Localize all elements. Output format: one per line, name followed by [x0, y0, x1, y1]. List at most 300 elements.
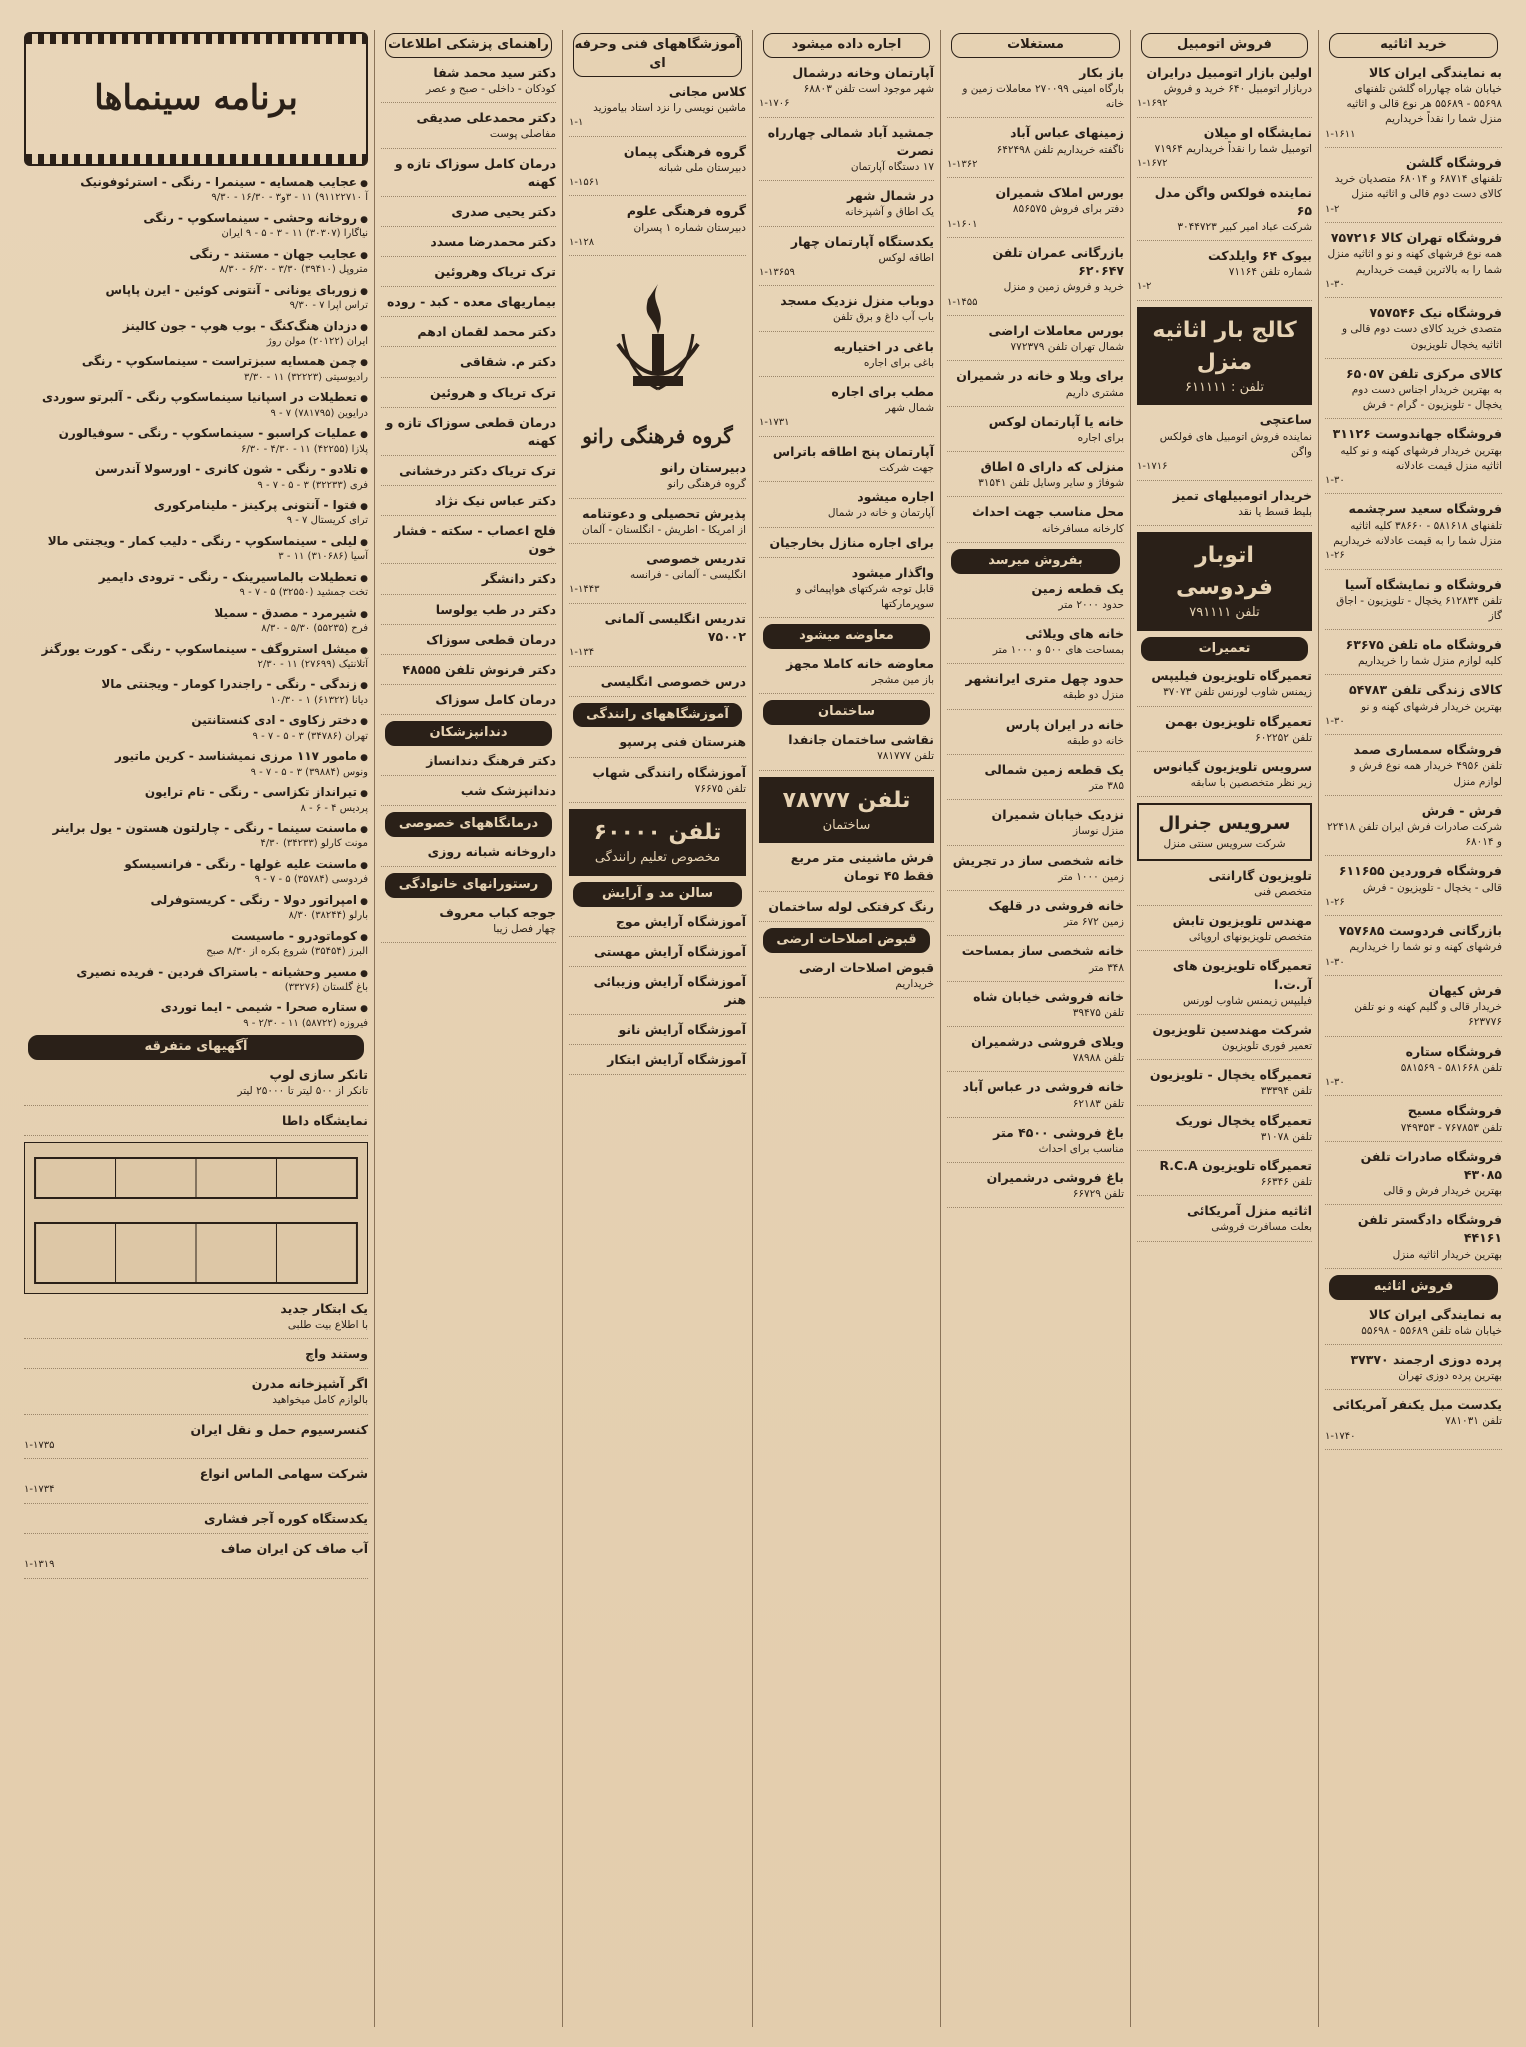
- ad-body: خرید و فروش زمین و منزل: [1003, 281, 1124, 294]
- ad-body: خیابان شاه تلفن ۵۵۶۸۹ - ۵۵۶۹۸: [1361, 1324, 1502, 1337]
- ad-body: شمال شهر: [885, 402, 934, 415]
- ad-body: تلفن ۳۱۰۷۸: [1260, 1130, 1312, 1143]
- ad-body: بارگاه امینی ۲۷۰۰۹۹ معاملات زمین و خانه: [962, 82, 1124, 111]
- ad-body: دفتر برای فروش ۸۵۶۵۷۵: [1012, 203, 1124, 216]
- film-title: ● شیرمرد - مصدق - سمیلا: [214, 606, 368, 620]
- ad-code: ۱-۱۷۳۴: [24, 1484, 55, 1496]
- classified-ad: [759, 338, 934, 377]
- section-header: ساختمان: [763, 700, 930, 725]
- ad-title: واگذار میشود: [851, 564, 934, 580]
- cinema-listing: [24, 676, 368, 708]
- ad-body: ۳۸۵ متر: [1089, 780, 1124, 793]
- classified-ad: [1325, 304, 1502, 359]
- column-cinema: [18, 30, 374, 2027]
- ad-box: [1137, 307, 1312, 406]
- cinema-list: [24, 174, 368, 1031]
- classified-ad: [24, 1300, 368, 1339]
- ad-body: مشتری داریم: [1065, 386, 1124, 399]
- showtimes: رادیوسیتی (۳۲۲۲۳) ۱۱ - ۳/۳۰: [244, 371, 368, 383]
- ad-title: خانه فروشی در قلهک: [988, 898, 1124, 914]
- film-title: ● تعطیلات در اسپانیا سینماسکوپ رنگی - آلبرتو سوردی: [42, 390, 368, 404]
- ad-title: تعمیرگاه تلویزیون بهمن: [1165, 713, 1312, 729]
- ad-title: فروشگاه ستاره: [1405, 1043, 1502, 1059]
- classified-ad: [381, 155, 556, 197]
- ad-title: مهندس تلویزیون تابش: [1172, 913, 1312, 929]
- film-title: ● دختر زکاوی - ادی کنستانتین: [191, 713, 368, 727]
- ad-body: فرشهای کهنه و نو شما را خریداریم: [1349, 941, 1502, 954]
- classified-ad: [381, 691, 556, 715]
- film-title: ● کوماتودرو - ماسیست: [231, 929, 368, 943]
- ad-title: ترک تریاک وهروئین: [434, 264, 556, 280]
- classified-ad: [1325, 1396, 1502, 1450]
- ad-title: کالای زندگی تلفن ۵۴۷۸۳: [1348, 682, 1502, 698]
- ad-code: ۱-۱: [569, 117, 584, 129]
- ad-title: آپارتمان پنج اطاقه باتراس: [772, 443, 934, 459]
- ad-list: [381, 843, 556, 867]
- classified-ad: [569, 973, 746, 1015]
- ad-title: دوباب منزل نزدیک مسجد: [780, 293, 934, 309]
- cinema-title-banner: [24, 32, 368, 166]
- showtimes: البرز (۳۵۴۵۴) شروع بکره از ۸/۳۰ صبح: [206, 946, 368, 958]
- showtimes: نیاگارا (۳۰۳۰۷) ۱۱ - ۳ - ۵ - ۹ ایران: [221, 228, 368, 240]
- showtimes: مونت کارلو (۳۴۲۳۳) ۴/۳۰: [260, 838, 368, 850]
- classified-ad: [1325, 229, 1502, 298]
- ad-body: شهر موجود است تلفن ۶۸۸۰۳: [803, 82, 934, 95]
- cinema-listing: [24, 318, 368, 350]
- classified-ad: [381, 661, 556, 685]
- ad-title: جوجه کباب معروف: [439, 904, 556, 920]
- classified-ad: [759, 383, 934, 437]
- ad-body: زمین ۱۰۰۰ متر: [1058, 870, 1124, 883]
- ad-title: فروشگاه فروردین ۶۱۱۶۵۵: [1338, 863, 1502, 879]
- classified-ad: [569, 202, 746, 256]
- ad-list: [1137, 867, 1312, 1242]
- classified-ad: [381, 601, 556, 625]
- showtimes: آتلانتیک (۲۷۶۹۹) ۱۱ - ۲/۳۰: [257, 658, 368, 670]
- ad-title: پذیرش تحصیلی و دعوتنامه: [582, 505, 746, 521]
- ad-body: تلفن ۵۸۱۶۶۸ - ۵۸۱۵۶۹: [1400, 1061, 1502, 1074]
- ad-body: باغی برای اجاره: [863, 356, 934, 369]
- classified-ad: [759, 443, 934, 482]
- classified-ad: [1325, 1211, 1502, 1268]
- section-header: فروش اتومبیل: [1141, 33, 1308, 58]
- ad-title: تعمیرگاه تلویزیون فیلیپس: [1151, 668, 1312, 684]
- ad-body: تلفن ۶۲۱۸۳: [1072, 1097, 1124, 1110]
- ad-body: ۱۷ دستگاه آپارتمان: [850, 160, 934, 173]
- cinema-listing: [24, 605, 368, 637]
- film-title: ● زندگی - رنگی - راجندرا کومار - ویجنتی مالا: [101, 677, 368, 691]
- ad-list: [569, 913, 746, 1076]
- section-header: تعمیرات: [1141, 637, 1308, 662]
- ad-title: سرویس تلویزیون گیانوس: [1152, 759, 1312, 775]
- classified-ad: [569, 459, 746, 498]
- cinema-listing: [24, 533, 368, 565]
- cinema-listing: [24, 461, 368, 493]
- ad-list: [569, 83, 746, 257]
- ad-body: منزل نوساز: [1073, 825, 1124, 838]
- section-header: دندانپزشکان: [385, 721, 552, 746]
- ad-code: ۱-۲۶: [1325, 550, 1345, 561]
- classified-ad: [1137, 912, 1312, 951]
- classified-ad: [947, 580, 1124, 619]
- ad-list: [1325, 64, 1502, 1269]
- ad-title: مطب برای اجاره: [831, 384, 934, 400]
- classified-ad: [381, 631, 556, 655]
- ad-body: بالوازم کامل میخواهید: [272, 1394, 368, 1407]
- ad-title: گروه فرهنگی پیمان: [623, 143, 746, 159]
- classified-ad: [947, 1124, 1124, 1163]
- column-buy-furniture: [1318, 30, 1508, 2027]
- classified-ad: [381, 293, 556, 317]
- classified-ad: [569, 733, 746, 757]
- ad-body: بمساحت های ۵۰۰ و ۱۰۰۰ متر: [992, 644, 1124, 657]
- showtimes: فرح (۵۵۲۳۵) ۵/۳۰ - ۸/۳۰: [261, 623, 368, 635]
- column-education: [562, 30, 752, 2027]
- ad-title: نمایشگاه او میلان: [1203, 124, 1312, 140]
- ad-title: دکتر عباس نیک نژاد: [435, 493, 556, 509]
- ad-title: یک قطعه زمین شمالی: [984, 762, 1124, 777]
- ad-title: فروشگاه گلشن: [1405, 155, 1502, 171]
- classified-ad: [1137, 713, 1312, 752]
- ad-title: ساعتچی: [1259, 412, 1312, 428]
- ad-title: بورس املاک شمیران: [995, 185, 1124, 201]
- showtimes: درایوین (۷۸۱۷۹۵) ۷ - ۹: [270, 407, 368, 419]
- ad-title: دکتر یحیی صدری: [451, 203, 556, 219]
- ad-title: خانه فروشی خیابان شاه: [973, 988, 1124, 1004]
- ad-code: ۱-۱۶۱۱: [1325, 128, 1356, 140]
- classified-ad: [1325, 1102, 1502, 1141]
- ad-title: تدریس انگلیسی آلمانی ۷۵۰۰۲: [604, 610, 746, 644]
- ad-title: خانه یا آپارتمان لوکس: [988, 413, 1124, 429]
- ad-body: بعلت مسافرت فروشی: [1211, 1221, 1312, 1234]
- ad-list: [381, 904, 556, 943]
- ad-title: رنگ کرفتکی لوله ساختمان: [768, 898, 934, 914]
- ad-body: تلفن ۷۶۷۸۵۳ - ۷۴۹۳۵۳: [1400, 1121, 1502, 1134]
- ad-title: نقاشی ساختمان جانفدا: [788, 732, 934, 748]
- cinema-listing: [24, 999, 368, 1031]
- ad-body: مفاصلی پوست: [489, 128, 556, 141]
- ad-title: دکتر سید محمد شفا: [433, 64, 556, 80]
- ad-title: شرکت مهندسین تلویزیون: [1152, 1021, 1312, 1037]
- classified-ad: [1325, 636, 1502, 675]
- section-header: آگهیهای متفرقه: [28, 1035, 364, 1060]
- ad-title: خانه فروشی در عباس آباد: [962, 1079, 1124, 1095]
- showtimes: تهران (۳۴۷۸۶) ۳ - ۵ - ۷ - ۹: [252, 730, 368, 742]
- ad-body: تعمیر فوری تلویزیون: [1221, 1039, 1312, 1052]
- ad-body: کلیه لوازم منزل شما را خریداریم: [1358, 655, 1502, 668]
- cinema-listing: [24, 928, 368, 960]
- classified-ad: [947, 458, 1124, 497]
- classified-ad: [1325, 982, 1502, 1037]
- ad-code: ۱-۱۷۳۱: [759, 417, 790, 429]
- film-title: ● روخانه وحشی - سینماسکوپ - رنگی: [143, 211, 368, 225]
- ad-body: دربازار اتومبیل ۶۴۰ خرید و فروش: [1163, 82, 1312, 95]
- classified-ad: [569, 143, 746, 197]
- ad-title: خانه های ویلائی: [1025, 625, 1124, 641]
- ad-title: فروشگاه ماه تلفن ۶۳۶۷۵: [1345, 637, 1502, 653]
- classified-ad: [381, 752, 556, 776]
- ad-body: بهترین خریدار اثاثیه منزل: [1392, 1248, 1502, 1261]
- classified-ad: [24, 1375, 368, 1414]
- ad-code: ۱-۱۳۱۹: [24, 1559, 55, 1570]
- ad-list: [381, 64, 556, 715]
- showtimes: فردوسی (۳۵۷۸۴) ۵ - ۷ - ۹: [254, 874, 368, 886]
- film-title: ● تیرانداز تکزاسی - رنگی - تام ترایون: [145, 785, 368, 799]
- ad-title: بیوک ۶۴ وایلدکت: [1208, 248, 1312, 263]
- ad-code: ۱-۳۰: [1325, 278, 1345, 290]
- classified-ad: [24, 1066, 368, 1105]
- showtimes: باغ گلستان (۳۳۲۷۶): [284, 981, 368, 993]
- section-header: خرید اثاثیه: [1329, 33, 1498, 58]
- ad-title: اگر آشپزخانه مدرن: [251, 1376, 368, 1392]
- classified-ad: [947, 988, 1124, 1027]
- showtimes: فری (۳۲۲۳۳) ۳ - ۵ - ۷ - ۹: [257, 479, 368, 491]
- ad-list: [381, 752, 556, 806]
- classified-ad: [24, 1540, 368, 1579]
- classified-ad: [1325, 802, 1502, 857]
- ad-list: [569, 733, 746, 802]
- ad-body: با اطلاع بیت طلبی: [287, 1318, 368, 1331]
- cinema-listing: [24, 210, 368, 242]
- ad-body: متخصص فنی: [1254, 885, 1312, 898]
- ad-title: آموزشگاه آرایش نانو: [618, 1022, 746, 1038]
- ad-body: تلفن ۷۸۱۷۷۷: [877, 750, 934, 763]
- ad-box-title: اتوبار فردوسی: [1176, 542, 1273, 600]
- ad-body: بهترین خریدار فرشهای کهنه و نو کلیه اثاثیه منزل قیمت عادلانه: [1340, 444, 1502, 472]
- ad-box-phone: تلفن ۷۹۱۱۱۱: [1189, 604, 1260, 620]
- classified-ad: [947, 1169, 1124, 1208]
- ad-title: کنسرسیوم حمل و نقل ایران: [190, 1421, 368, 1437]
- ad-title: دکتر دانشگر: [481, 571, 556, 587]
- classified-ad: [1325, 500, 1502, 569]
- ad-box-sub: ساختمان: [822, 817, 871, 833]
- ad-title: خانه در ایران پارس: [1005, 716, 1124, 732]
- showtimes: تراس اپرا ۷ - ۹/۳۰: [289, 300, 368, 312]
- ad-title: محل مناسب جهت احداث: [972, 504, 1124, 520]
- ad-title: باز بکار: [1079, 64, 1124, 80]
- section-header: معاوضه میشود: [763, 624, 930, 649]
- ad-code: ۱-۱۲۸: [569, 236, 595, 248]
- ad-title: کالای مرکزی تلفن ۶۵۰۵۷: [1346, 365, 1502, 381]
- ad-title: تدریس خصوصی: [646, 550, 746, 566]
- ad-code: ۱-۱۷۴۰: [1325, 1430, 1356, 1442]
- classified-ad: [569, 943, 746, 967]
- classified-ad: [24, 1112, 368, 1136]
- film-title: ● ماسنت سینما - رنگی - چارلتون هستون - یول براینر: [53, 821, 368, 835]
- cinema-listing: [24, 784, 368, 816]
- ad-title: یکدست مبل یکنفر آمریکائی: [1332, 1397, 1502, 1413]
- classified-ad: [569, 1021, 746, 1045]
- ad-list: [1325, 1306, 1502, 1451]
- classified-ad: [947, 244, 1124, 316]
- ad-title: آب صاف کن ایران صاف: [220, 1540, 368, 1556]
- ad-title: بیماریهای معده - کبد - روده: [386, 294, 556, 310]
- ad-title: یکدستگاه آپارتمان چهار: [790, 233, 934, 249]
- ad-body: تلفن ۳۹۴۷۵: [1072, 1006, 1124, 1019]
- classified-ad: [381, 492, 556, 516]
- ad-title: بازرگانی عمران تلفن ۶۲۰۶۴۷: [992, 245, 1124, 279]
- ad-body: تلفن ۶۰۲۲۵۲: [1255, 731, 1312, 744]
- showtimes: آ ۹۱۱۲۲۷۱۰) ۱۱ - ۳و۳ - ۱۶/۳۰ - ۹/۳۰: [211, 192, 368, 204]
- classified-ad: [381, 203, 556, 227]
- ad-code: ۱-۱۷۳۵: [24, 1439, 55, 1451]
- ad-title: فروشگاه تهران کالا ۷۵۷۲۱۶: [1330, 230, 1502, 246]
- ad-title: دکتر در طب یولوسا: [435, 601, 556, 617]
- classified-ad: [569, 913, 746, 937]
- classified-ad: [1137, 64, 1312, 118]
- classified-ad: [1325, 1043, 1502, 1097]
- ad-body: تلفن ۷۸۹۸۸: [1072, 1052, 1124, 1065]
- ad-title: تعمیرگاه تلویزیون R.C.A: [1159, 1157, 1312, 1173]
- ad-title: درمان قطعی سوزاک تازه و کهنه: [385, 414, 556, 448]
- ad-list: [759, 731, 934, 770]
- classified-ad: [1137, 1112, 1312, 1151]
- ad-title: باغی در اختیاریه: [833, 338, 934, 354]
- classified-ad: [1137, 1157, 1312, 1196]
- classified-ad: [24, 1465, 368, 1504]
- classified-ad: [1137, 667, 1312, 706]
- ad-body: انگلیسی - آلمانی - فرانسه: [629, 569, 746, 582]
- ad-body: بهترین خریدار فرش و قالی: [1383, 1185, 1502, 1198]
- classified-ad: [759, 655, 934, 694]
- film-title: ● امپراتور دولا - رنگی - کریستوفرلی: [151, 893, 368, 907]
- ad-title: حدود چهل متری ایرانشهر: [965, 671, 1124, 687]
- ad-title: تانکر سازی لوپ: [269, 1067, 368, 1083]
- ad-box-title: تلفن ۶۰۰۰۰: [593, 819, 722, 845]
- ad-code: ۱-۱۳۴: [569, 647, 595, 658]
- ad-list: [1137, 411, 1312, 525]
- ad-title: دندانپزشک شب: [460, 783, 556, 798]
- ad-title: خریدار اتومبیلهای تمیز: [1172, 487, 1312, 503]
- classified-ad: [759, 187, 934, 226]
- showtimes: فیروزه (۵۸۷۲۲) ۱۱ - ۲/۳۰ - ۹: [243, 1017, 368, 1029]
- ad-code: ۱-۱۶۹۲: [1137, 98, 1168, 110]
- film-title: ● زوربای یونانی - آنتونی کوئین - ایرن پاپاس: [106, 283, 368, 297]
- ad-code: ۱-۱۶۷۲: [1137, 158, 1168, 170]
- cinema-listing: [24, 712, 368, 744]
- ad-code: ۱-۱۳۶۵۹: [759, 266, 795, 278]
- showtimes: پلازا (۴۲۲۵۵) ۱۱ - ۴/۳۰ - ۶/۳۰: [240, 443, 368, 455]
- ad-title: شرکت سهامی الماس انواع: [199, 1466, 368, 1482]
- classified-ad: [1325, 862, 1502, 916]
- classified-ad: [1325, 154, 1502, 223]
- ad-title: آموزشگاه آرایش وزیبائی هنر: [593, 973, 746, 1007]
- showtimes: آسیا (۳۱۰۶۸۶) ۱۱ - ۳: [278, 551, 368, 563]
- classified-ad: [381, 233, 556, 257]
- classified-ad: [759, 233, 934, 287]
- showtimes: ونوس (۳۹۸۸۴) ۳ - ۵ - ۷ - ۹: [250, 766, 368, 778]
- section-header: سالن مد و آرایش: [573, 882, 742, 907]
- film-title: ● عجایب همسایه - سینمرا - رنگی - استرئوفونیک: [80, 175, 368, 189]
- ad-title: باغ فروشی ۴۵۰۰ متر: [993, 1124, 1124, 1140]
- ad-list: [759, 849, 934, 921]
- classified-ad: [1137, 1066, 1312, 1105]
- classified-ad: [1137, 247, 1312, 301]
- ad-list: [1137, 667, 1312, 797]
- cinema-listing: [24, 174, 368, 206]
- classified-ad: [1137, 411, 1312, 480]
- film-title: ● مامور ۱۱۷ مرزی نمیشناسد - کرین ماتیور: [115, 749, 368, 763]
- classified-ad: [759, 534, 934, 558]
- classified-ad: [1137, 867, 1312, 906]
- ad-title: ترک تریاک دکتر درخشانی: [399, 462, 556, 478]
- ad-title: منزلی که دارای ۵ اطاق: [980, 459, 1124, 475]
- showtimes: پردیس ۴ - ۶ - ۸: [300, 802, 368, 814]
- ad-title: دکتر فرهنگ دندانساز: [426, 752, 556, 768]
- ad-body: شوفاژ و سایر وسایل تلفن ۳۱۵۴۱: [978, 477, 1124, 490]
- ad-title: فروشگاه جهاندوست ۳۱۱۲۶: [1332, 426, 1502, 442]
- classified-ad: [1325, 425, 1502, 494]
- ad-title: فرش - فرش: [1421, 802, 1502, 818]
- classified-ad: [947, 942, 1124, 981]
- ad-body: جهت شرکت: [879, 462, 934, 474]
- classified-ad: [759, 292, 934, 331]
- ad-title: یک ابتکار جدید: [280, 1300, 368, 1316]
- showtimes: دیانا (۶۱۳۲۲) ۱ - ۱۰/۳۰: [270, 694, 368, 706]
- ad-title: تعمیرگاه یخچال - تلویزیون: [1149, 1067, 1312, 1083]
- classified-ad: [381, 570, 556, 594]
- ad-title: نمایشگاه داطا: [281, 1112, 368, 1128]
- ad-title: وستند واچ: [305, 1346, 368, 1362]
- film-title: ● ستاره صحرا - شیمی - ایما توردی: [161, 1000, 368, 1014]
- ad-body: شمال تهران تلفن ۷۷۲۳۷۹: [1010, 341, 1124, 354]
- section-header: فروش اثاثیه: [1329, 1275, 1498, 1300]
- classified-ad: [381, 353, 556, 377]
- ad-body: قالی - یخچال - تلویزیون - فرش: [1362, 881, 1502, 894]
- ad-body: حدود ۲۰۰۰ متر: [1058, 598, 1124, 611]
- ad-box-title: کالج بار اثاثیه منزل: [1152, 317, 1297, 375]
- ad-title: در شمال شهر: [847, 188, 934, 204]
- film-title: ● میشل استروگف - سینماسکوپ - رنگی - کورت یورگنز: [42, 642, 368, 656]
- section-header: رستورانهای خانوادگی: [385, 873, 552, 898]
- ad-title: فروشگاه سمساری صمد: [1353, 742, 1502, 758]
- ad-body: خریداریم: [895, 977, 934, 990]
- classified-ad: [759, 731, 934, 770]
- ad-list: [569, 459, 746, 696]
- ad-title: خانه شخصی ساز در تجریش: [952, 852, 1124, 868]
- ad-code: ۱-۱۳۶۲: [947, 158, 978, 170]
- classified-ad: [1137, 957, 1312, 1014]
- ad-title: داروخانه شبانه روزی: [427, 843, 556, 859]
- kitchen-illustration: [24, 1142, 368, 1294]
- classified-ad: [947, 897, 1124, 936]
- classified-ad: [569, 505, 746, 544]
- ad-title: فرش ماشینی متر مربع فقط ۴۵ تومان: [790, 850, 934, 884]
- ad-title: دکتر محمدرضا مسدد: [430, 233, 556, 249]
- cinema-listing: [24, 246, 368, 278]
- ad-body: کودکان - داخلی - صبح و عصر: [425, 82, 556, 95]
- film-title: ● دزدان هنگ‌کنگ - بوب هوپ - جون کالینز: [123, 319, 368, 333]
- classified-ad: [947, 503, 1124, 542]
- ad-title: اجاره میشود: [857, 489, 934, 505]
- ad-title: نماینده فولکس واگن مدل ۶۵: [1154, 184, 1312, 218]
- ad-title: درمان کامل سوزاک تازه و کهنه: [394, 155, 556, 189]
- showtimes: ایران (۲۰۱۲۲) مولن روژ: [266, 335, 368, 347]
- ad-title: زمینهای عباس آباد: [1010, 125, 1124, 141]
- ad-title: فروشگاه نیک ۷۵۷۵۴۶: [1369, 305, 1502, 321]
- cinema-listing: [24, 856, 368, 888]
- ad-title: قبوض اصلاحات ارضی: [799, 959, 934, 975]
- classified-ad: [1325, 922, 1502, 976]
- ad-body: دبیرستان ملی شبانه: [658, 161, 746, 174]
- ad-code: ۱-۲: [1325, 203, 1340, 215]
- ad-title: به نمایندگی ایران کالا: [1368, 1306, 1502, 1322]
- ad-title: خانه شخصی ساز بمساحت: [961, 943, 1124, 959]
- classified-ad: [947, 806, 1124, 845]
- ad-box: [569, 809, 746, 876]
- ad-body: اتومبیل شما را نقداً خریداریم ۷۱۹۶۴: [1154, 142, 1312, 155]
- classified-ad: [1325, 365, 1502, 420]
